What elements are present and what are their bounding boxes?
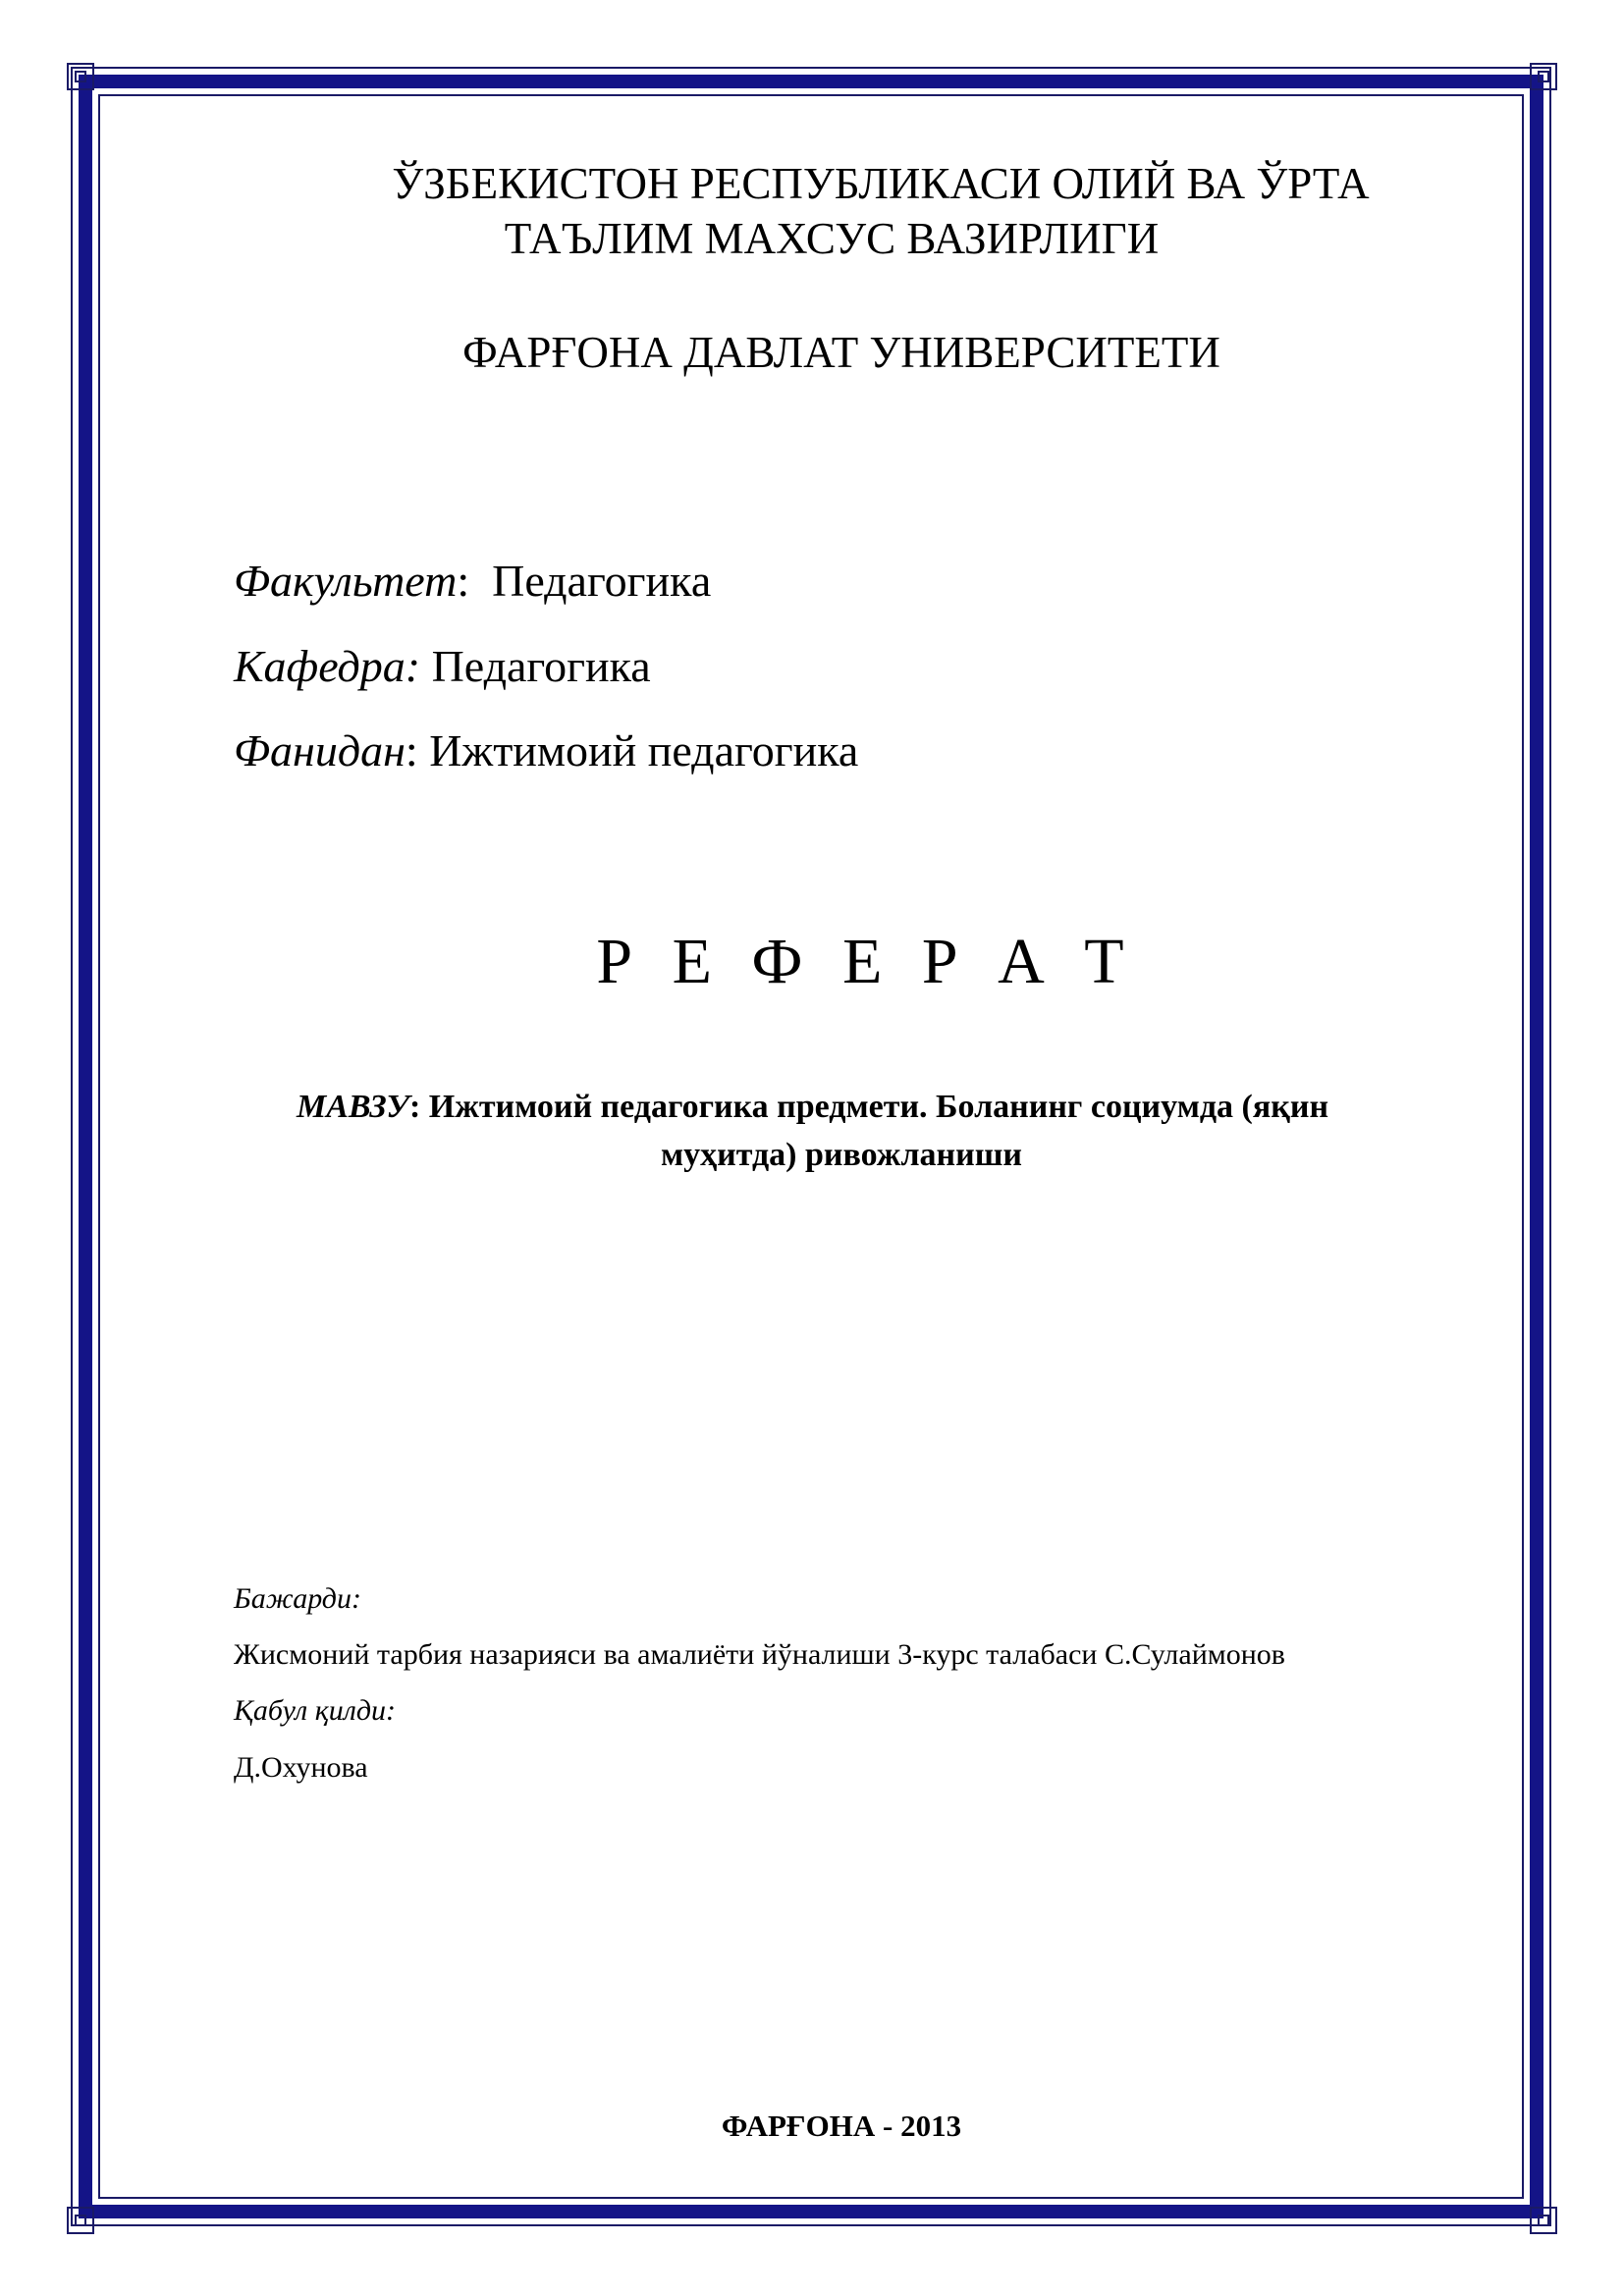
accepted-by-label-text: Қабул қилди: [234,1694,396,1727]
faculty-label: Факультет [234,556,458,606]
department-row [234,639,651,694]
faculty-separator: : [457,556,470,606]
performed-by-label [234,1580,361,1618]
subject-value: Ижтимоий педагогика [429,725,859,775]
performed-by-label-text: Бажарди: [234,1582,361,1615]
faculty-value: Педагогика [492,556,712,606]
performed-by-value: Жисмоний тарбия назарияси ва амалиёти йўналиши 3-курс талабаси С.Сулаймонов [234,1638,1285,1671]
subject-row [234,723,858,778]
ministry-name-line-2: ТАЪЛИМ МАХСУС ВАЗИРЛИГИ [504,214,1160,263]
accepted-by-value: Д.Охунова [234,1751,368,1784]
accepted-by-label [234,1692,396,1730]
topic-text-1: : Ижтимоий педагогика предмети. Боланинг социумда (яқин [408,1089,1329,1125]
ornamental-corner-icon [1524,2201,1563,2240]
place-and-year: ФАРҒОНА - 2013 [721,2109,962,2143]
ornamental-corner-icon [61,2201,100,2240]
subject-separator: : [405,725,418,775]
subject-label: Фанидан [234,725,406,775]
ministry-name-line-1: ЎЗБЕКИСТОН РЕСПУБЛИКАСИ ОЛИЙ ВА ЎРТА [392,159,1370,208]
document-type-title: Р Е Ф Е Р А Т [596,926,1136,997]
department-label: Кафедра: [234,641,421,691]
university-name: ФАРҒОНА ДАВЛАТ УНИВЕРСИТЕТИ [462,328,1220,377]
ornamental-corner-icon [61,57,100,96]
topic-line-2: муҳитда) ривожланиши [660,1137,1022,1173]
ornamental-corner-icon [1524,57,1563,96]
topic-label: МАВЗУ [297,1089,409,1125]
department-value: Педагогика [431,641,651,691]
faculty-row [234,554,711,609]
topic-line-1 [297,1086,1328,1129]
